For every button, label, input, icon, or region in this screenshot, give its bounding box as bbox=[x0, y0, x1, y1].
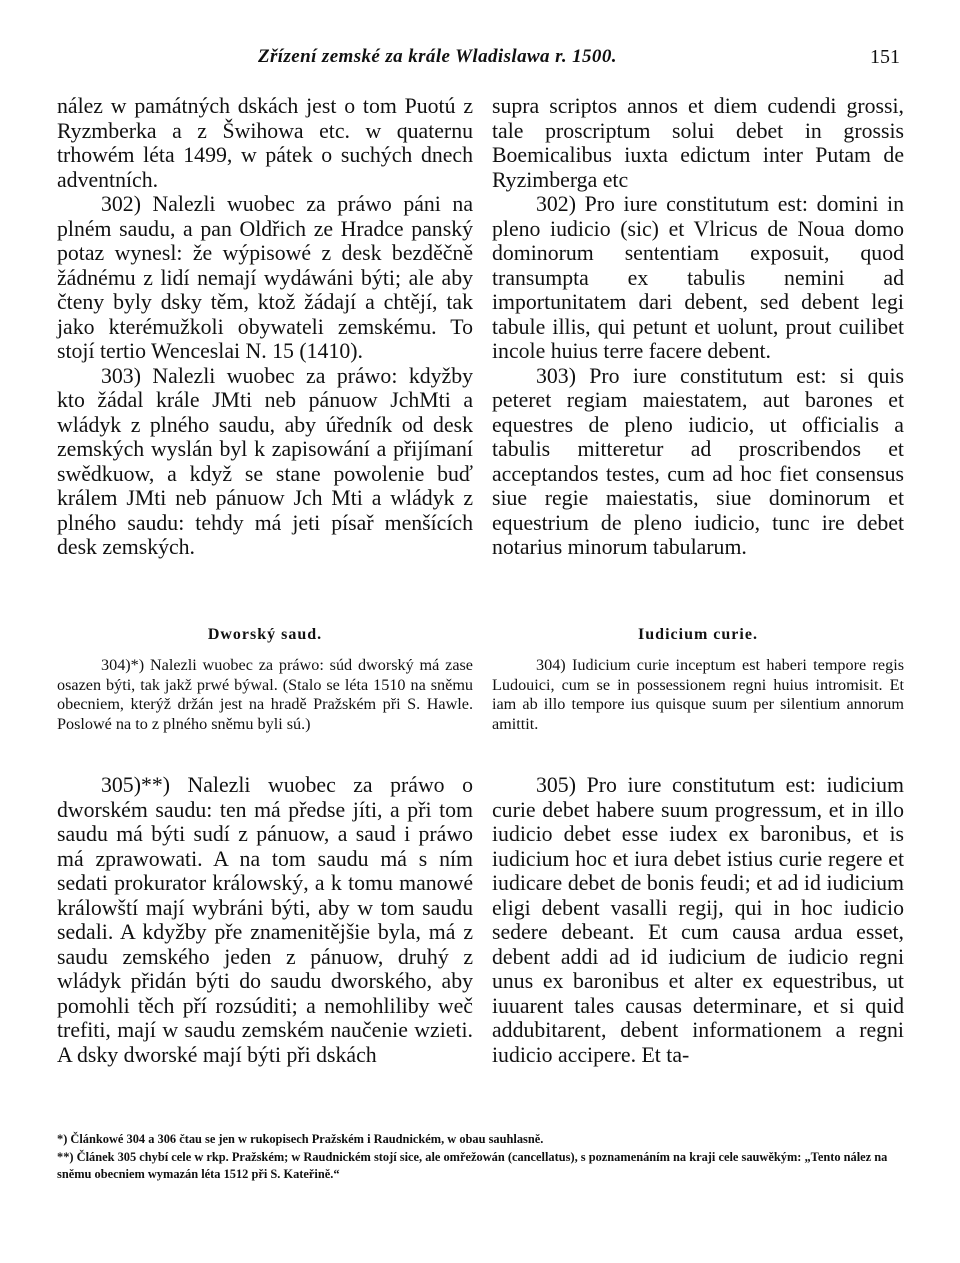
latin-column-top bbox=[492, 94, 904, 560]
czech-column-bottom bbox=[57, 773, 473, 1067]
page-number: 151 bbox=[870, 46, 900, 68]
latin-article-304 bbox=[492, 656, 904, 734]
latin-column-bottom bbox=[492, 773, 904, 1067]
footnote-1: *) Článkowé 304 a 306 čtau se jen w rukopisech Pražském i Raudnickém, w obau sauhlasně. bbox=[57, 1132, 544, 1146]
czech-column-top bbox=[57, 94, 473, 560]
latin-article-303: 303) Pro iure constitutum est: si quis peteret regiam maiestatem, aut barones et equestres de pleno iudicio, ut officialis a tabulis mitteretur ad proscribendos et acceptandos testes, cum ad hoc fiet consensus siue regie maiestatis, siue dominorum et equestrium de pleno iudicio, tunc ire debet notarius minorum tabularum. bbox=[492, 363, 904, 559]
czech-article-305: 305)**) Nalezli wuobec za práwo o dworském saudu: ten má předse jíti, a při tom saudu má býti sudí z pánuow, a saud i práwo má zprawowati. A na tom saudu má s ním sedati prokurator králowský, a k tomu manowé králowští mají wybráni býti, aby w tom saudu sedali. A kdyžby pře znamenitějšie byla, má z saudu zemského jeden z pánuow, druhý z wládyk přidán býti do saudu dworského, aby pomohli těch pří rozsúditi; a nemohliliby weč trefiti, mají w saudu zemském naučenie wzieti. A dsky dworské mají býti při dskách bbox=[57, 773, 473, 1067]
latin-paragraph-continuation: supra scriptos annos et diem cudendi grossi, tale proscriptum solui debet in grossis Boemicalibus iuxta edictum inter Putam de Ryzimberga etc bbox=[492, 94, 904, 192]
footnotes bbox=[57, 1131, 904, 1184]
czech-section-heading: Dworský saud. bbox=[207, 626, 323, 643]
page-header bbox=[0, 46, 960, 76]
footnote-2: **) Článek 305 chybí cele w rkp. Pražském; w Raudnickém stojí sice, ale omřežowán (cancellatus), s poznamenáním na kraji cele sauwěkým: „Tento nález na sněmu obecniem wymazán léta 1512 při S. Kateřině.“ bbox=[57, 1149, 888, 1181]
latin-article-305: 305) Pro iure constitutum est: iudicium curie debet habere suum progressum, et in illo iudicio debet esse iudex ex baronibus, et is iudicium hoc et iura debet istius curie regere et iudicare debet de bonis feudi; et ad id iudicium eligi debent vasalli regij, qui in hoc iudicio sedere debeant. Et cum causa ardua esset, debent addi ad id iudicium de iudicio regni unus ex baronibus et alter ex equestribus, ut iuuarent tales causas determinare, et si quid addubitarent, debent informationem a regni iudicio accipere. Et ta- bbox=[492, 773, 904, 1067]
czech-paragraph-continuation: nález w památných dskách jest o tom Puotú z Ryzmberka a z Šwihowa etc. w quaternu trhowém léta 1499, w pátek o suchých dnech adventních. bbox=[57, 94, 473, 192]
czech-article-304-text: 304)*) Nalezli wuobec za práwo: súd dworský má zase osazen býti, tak jakž prwé býwal. (Stalo se léta 1510 na sněmu obecniem, kterýž držán jest na hradě Pražském při S. Hawle. Poslowé na to z plného sněmu byli sú.) bbox=[57, 656, 473, 733]
czech-article-302: 302) Nalezli wuobec za práwo páni na plném saudu, a pan Oldřich ze Hradce panský potaz wynesl: že wýpisowé z desk bezděčně žádnému z lidí nemají wydáwáni býti; ale aby čteny byly dsky těm, ktož žádají a chtějí, tak jako kterémužkoli obywateli zemskému. To stojí tertio Wenceslai N. 15 (1410). bbox=[57, 192, 473, 363]
latin-article-302: 302) Pro iure constitutum est: domini in pleno iudicio (sic) et Vlricus de Noua domo dominorum sententiam exposuit, quod transumpta ex tabulis nemini ad importunitatem dari debent, sed debent legi tabule illis, qui petunt et uolunt, prout cuilibet incole huius terre facere debent. bbox=[492, 192, 904, 363]
czech-article-304 bbox=[57, 656, 473, 734]
latin-article-304-text: 304) Iudicium curie inceptum est haberi tempore regis Ludouici, cum se in possessionem regni huius intromisit. Et iam ab illo tempore ius quisque suum per silentium annorum amittit. bbox=[492, 656, 904, 733]
latin-section-heading: Iudicium curie. bbox=[638, 626, 758, 643]
running-title: Zřízení zemské za krále Wladislawa r. 1500. bbox=[258, 46, 617, 67]
czech-article-303: 303) Nalezli wuobec za práwo: kdyžby kto žádal krále JMti neb pánuow JchMti a wládyk z plného saudu, aby úředník od desk zemských wyslán byl k zapisowání a přijímaní swědkuow, a když se stane powolenie buď králem JMti neb pánuow Jch Mti a wládyk z plného saudu: tehdy má jeti písař menšících desk zemských. bbox=[57, 363, 473, 559]
